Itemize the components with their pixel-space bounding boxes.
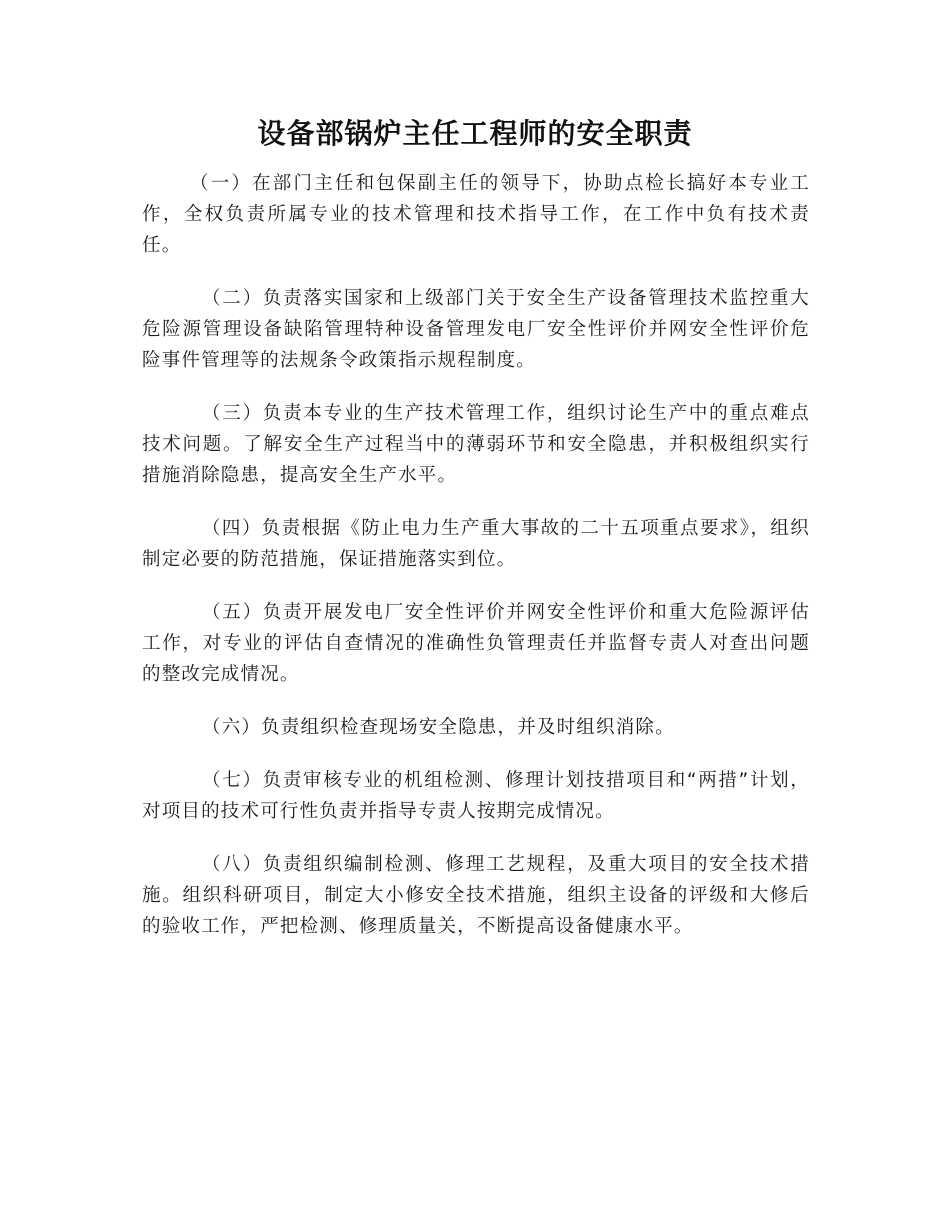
paragraph-5: （五）负责开展发电厂安全性评价并网安全性评价和重大危险源评估工作，对专业的评估自查情况的准确性负管理责任并监督专责人对查出问题的整改完成情况。	[142, 602, 810, 685]
paragraph-6: （六）负责组织检查现场安全隐患，并及时组织消除。	[202, 717, 675, 738]
paragraph-1: （一）在部门主任和包保副主任的领导下，协助点检长搞好本专业工作，全权负责所属专业的技术管理和技术指导工作，在工作中负有技术责任。	[142, 173, 810, 256]
paragraph-8: （八）负责组织编制检测、修理工艺规程，及重大项目的安全技术措施。组织科研项目，制定大小修安全技术措施，组织主设备的评级和大修后的验收工作，严把检测、修理质量关，不断提高设备健康水平。	[142, 854, 810, 937]
paragraph-4: （四）负责根据《防止电力生产重大事故的二十五项重点要求》，组织制定必要的防范措施，保证措施落实到位。	[142, 518, 810, 570]
paragraph-2: （二）负责落实国家和上级部门关于安全生产设备管理技术监控重大危险源管理设备缺陷管理特种设备管理发电厂安全性评价并网安全性评价危险事件管理等的法规条令政策指示规程制度。	[142, 288, 810, 371]
document-title: 设备部锅炉主任工程师的安全职责	[257, 117, 693, 150]
paragraph-7: （七）负责审核专业的机组检测、修理计划技措项目和“两措”计划，对项目的技术可行性负责并指导专责人按期完成情况。	[142, 770, 810, 822]
document-body	[142, 168, 810, 964]
paragraph-3: （三）负责本专业的生产技术管理工作，组织讨论生产中的重点难点技术问题。了解安全生产过程当中的薄弱环节和安全隐患，并积极组织实行措施消除隐患，提高安全生产水平。	[142, 403, 810, 486]
